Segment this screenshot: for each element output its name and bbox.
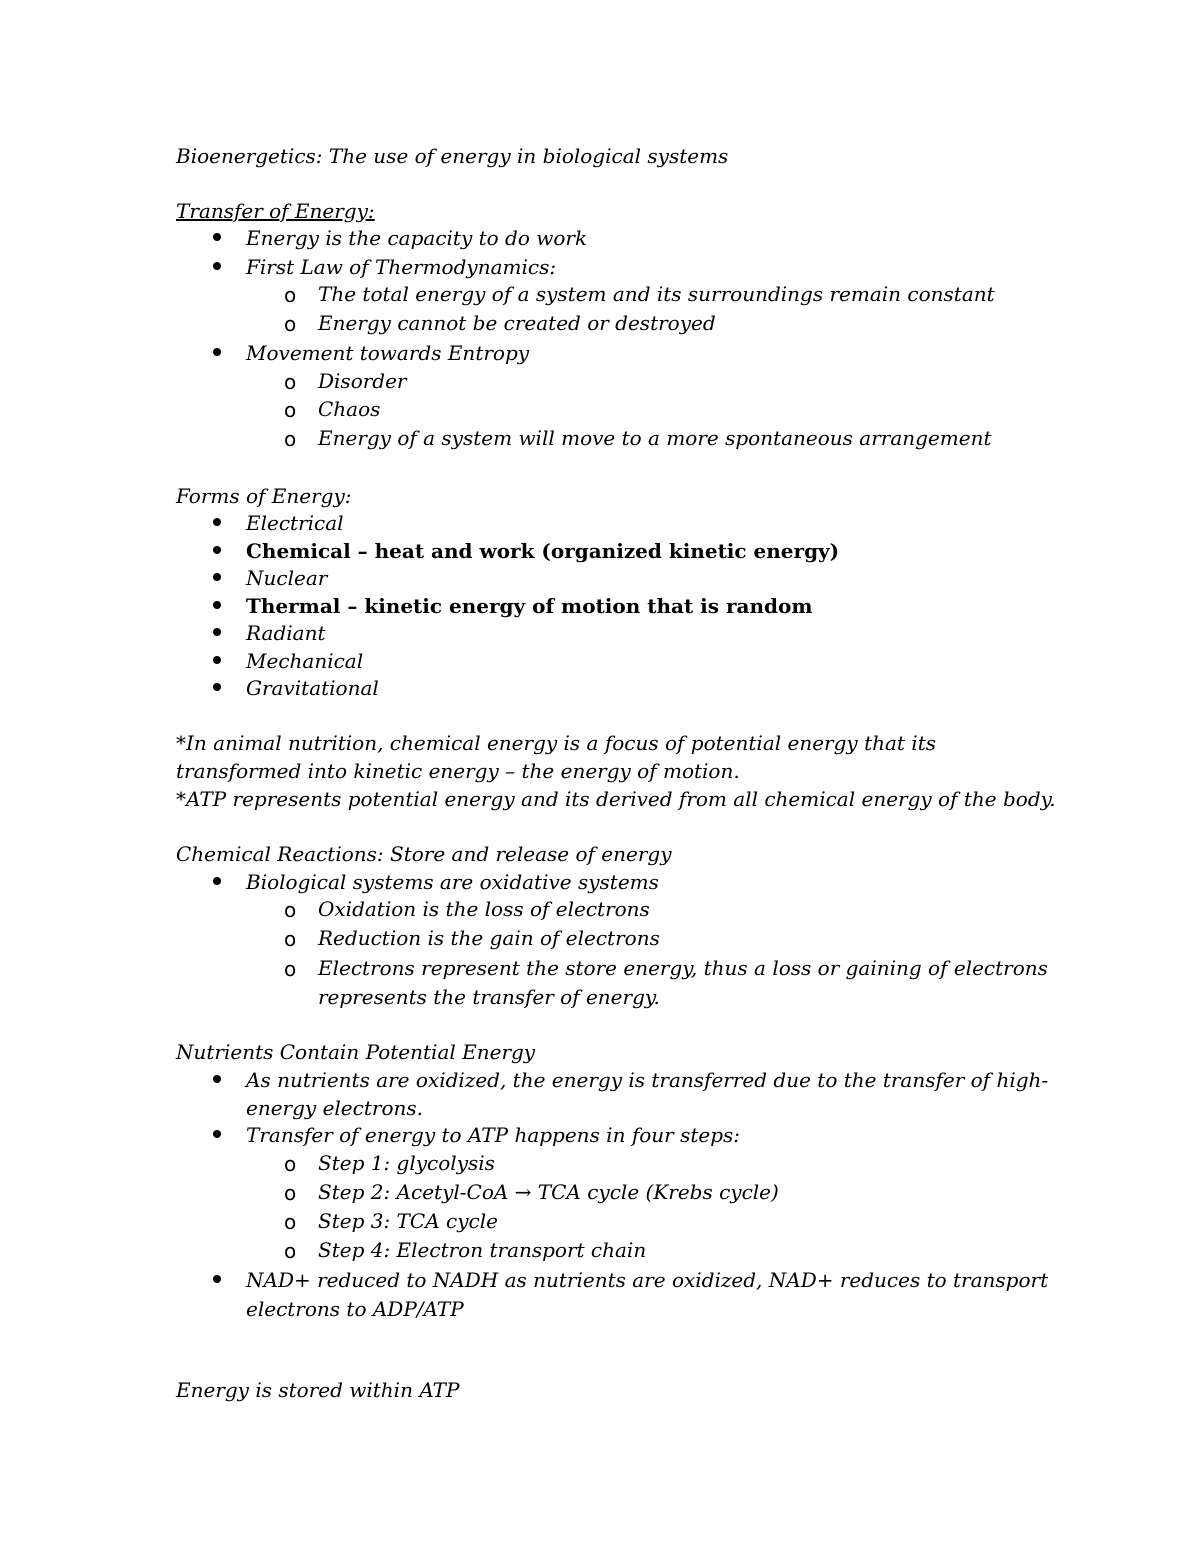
section-heading-nutrients: Nutrients Contain Potential Energy (176, 1040, 536, 1064)
sub-bullet-icon: o (284, 957, 297, 981)
bullet-icon (213, 518, 221, 526)
section-heading-forms: Forms of Energy: (176, 484, 352, 508)
sub-list-item: Chaos (318, 397, 381, 421)
bullet-icon (213, 262, 221, 270)
sub-list-item: The total energy of a system and its surroundings remain constant (318, 282, 995, 306)
note-line: *ATP represents potential energy and its derived from all chemical energy of the body. (176, 787, 1056, 811)
section-heading-transfer: Transfer of Energy: (176, 199, 375, 223)
sub-bullet-icon: o (284, 398, 297, 422)
list-item-continued: electrons to ADP/ATP (246, 1297, 464, 1321)
sub-list-item: Step 4: Electron transport chain (318, 1238, 647, 1262)
bullet-icon (213, 546, 221, 554)
list-item: Movement towards Entropy (246, 341, 530, 365)
sub-list-item: Reduction is the gain of electrons (318, 926, 660, 950)
bullet-icon (213, 683, 221, 691)
bullet-icon (213, 877, 221, 885)
bullet-icon (213, 233, 221, 241)
section-heading-reactions: Chemical Reactions: Store and release of energy (176, 842, 672, 866)
sub-bullet-icon: o (284, 370, 297, 394)
bullet-icon (213, 573, 221, 581)
closing-heading: Energy is stored within ATP (176, 1378, 460, 1402)
sub-list-item: Step 1: glycolysis (318, 1151, 495, 1175)
bullet-icon (213, 628, 221, 636)
sub-list-item: Oxidation is the loss of electrons (318, 897, 650, 921)
sub-list-item: Energy cannot be created or destroyed (318, 311, 716, 335)
bullet-icon (213, 656, 221, 664)
sub-list-item: Disorder (318, 369, 407, 393)
bullet-icon (213, 1130, 221, 1138)
sub-list-item: Step 2: Acetyl-CoA → TCA cycle (Krebs cycle) (318, 1180, 779, 1204)
list-item: Biological systems are oxidative systems (246, 870, 659, 894)
list-item: Chemical – heat and work (organized kinetic energy) (246, 539, 840, 563)
sub-list-item: Energy of a system will move to a more spontaneous arrangement (318, 426, 992, 450)
sub-bullet-icon: o (284, 898, 297, 922)
sub-bullet-icon: o (284, 1210, 297, 1234)
sub-bullet-icon: o (284, 283, 297, 307)
list-item: NAD+ reduced to NADH as nutrients are oxidized, NAD+ reduces to transport (246, 1268, 1049, 1292)
sub-list-item: Electrons represent the store energy, thus a loss or gaining of electrons (318, 956, 1048, 980)
bullet-icon (213, 601, 221, 609)
sub-bullet-icon: o (284, 1181, 297, 1205)
list-item: Mechanical (246, 649, 364, 673)
document-title: Bioenergetics: The use of energy in biological systems (176, 144, 729, 168)
sub-bullet-icon: o (284, 312, 297, 336)
sub-bullet-icon: o (284, 427, 297, 451)
sub-list-item: Step 3: TCA cycle (318, 1209, 498, 1233)
list-item: Thermal – kinetic energy of motion that is random (246, 594, 813, 618)
note-line: transformed into kinetic energy – the energy of motion. (176, 759, 740, 783)
sub-bullet-icon: o (284, 927, 297, 951)
sub-bullet-icon: o (284, 1239, 297, 1263)
list-item: As nutrients are oxidized, the energy is transferred due to the transfer of high- (246, 1068, 1049, 1092)
note-line: *In animal nutrition, chemical energy is a focus of potential energy that its (176, 731, 936, 755)
list-item: Radiant (246, 621, 326, 645)
bullet-icon (213, 1275, 221, 1283)
list-item: Gravitational (246, 676, 379, 700)
bullet-icon (213, 348, 221, 356)
bullet-icon (213, 1075, 221, 1083)
list-item: Nuclear (246, 566, 328, 590)
list-item: Transfer of energy to ATP happens in four steps: (246, 1123, 741, 1147)
list-item: Electrical (246, 511, 344, 535)
list-item-continued: energy electrons. (246, 1096, 423, 1120)
list-item: Energy is the capacity to do work (246, 226, 588, 250)
sub-list-item-continued: represents the transfer of energy. (318, 985, 660, 1009)
list-item: First Law of Thermodynamics: (246, 255, 557, 279)
sub-bullet-icon: o (284, 1152, 297, 1176)
